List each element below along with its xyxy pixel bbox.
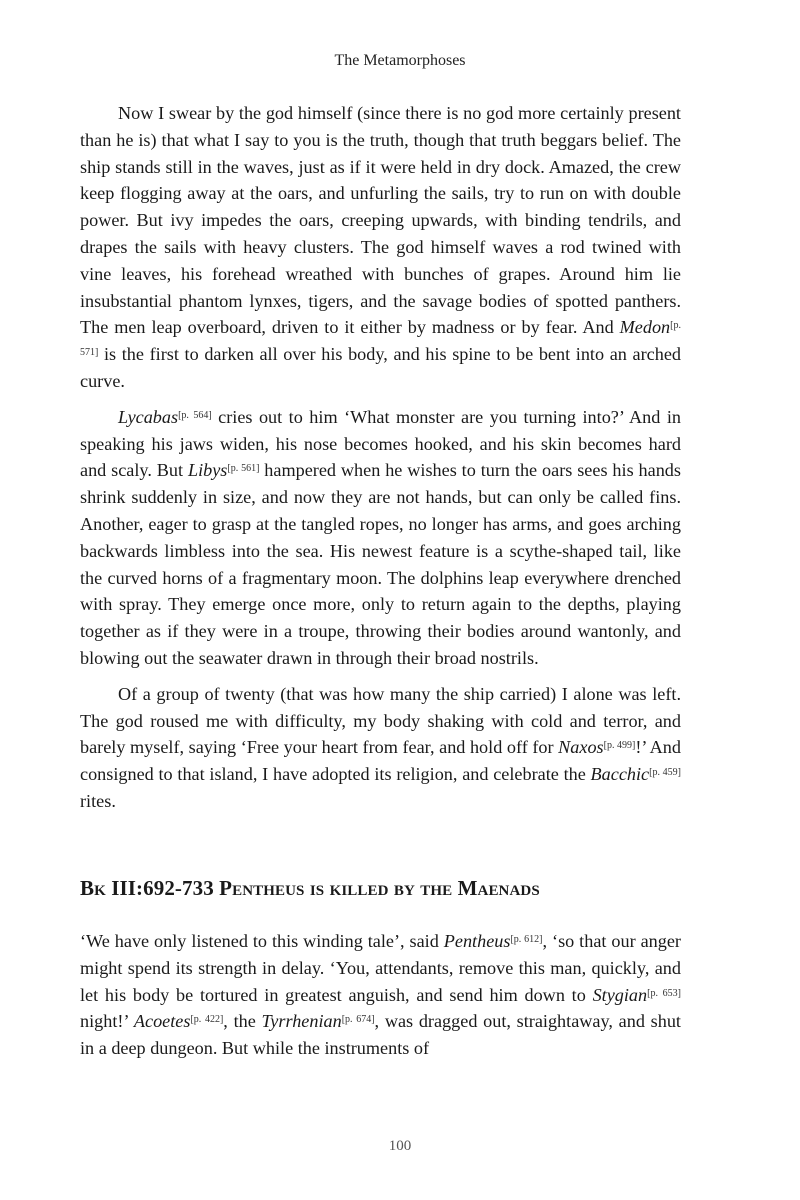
name-medon: Medon	[619, 317, 671, 338]
narrative-text	[80, 100, 681, 815]
page-reference[interactable]: [p. 561]	[227, 463, 260, 475]
paragraph-text: night!’	[80, 1011, 134, 1032]
paragraph-text: !’ And consigned to that island, I have adopted its religion, and celebrate the	[80, 737, 681, 785]
paragraph-text: cries out to him ‘What monster are you turning into?’ And in speaking his jaws widen, his nose becomes hooked, and his skin becomes hard and scaly. But	[80, 406, 681, 481]
name-lycabas: Lycabas	[118, 406, 179, 427]
paragraph-3	[80, 681, 681, 815]
name-tyrrhenian: Tyrrhenian	[261, 1011, 342, 1032]
paragraph-1	[80, 100, 681, 395]
section-text	[80, 928, 681, 1062]
paragraph-text: Of a group of twenty (that was how many the ship carried) I alone was left. The god roused me with difficulty, my body shaking with cold and terror, and barely myself, saying ‘Free your heart from fear, and hold off for	[80, 683, 681, 758]
page-reference[interactable]: [p. 571]	[80, 320, 681, 359]
paragraph-text: , ‘so that our anger might spend its strength in delay. ‘You, attendants, remove this man, quickly, and let his body be tortured in greatest anguish, and send him down to	[80, 931, 681, 1005]
paragraph-text: ‘We have only listened to this winding tale’, said	[80, 931, 444, 951]
running-title: The Metamorphoses	[334, 52, 466, 69]
paragraph-text: Now I swear by the god himself (since there is no god more certainly present than he is) that what I say to you is the truth, though that truth beggars belief. The ship stands still in the waves, just as if it were held in dry dock. Amazed, the crew keep flogging away at the oars, and unfurling the sails, try to run on with double power. But ivy impedes the oars, creeping upwards, with binding tendrils, and drapes the sails with heavy clusters. The god himself waves a rod twined with vine leaves, his forehead wreathed with bunches of grapes. Around him lie insubstantial phantom lynxes, tigers, and the savage bodies of spotted panthers. The men leap overboard, driven to it either by madness or by fear. And	[80, 103, 681, 338]
page-reference[interactable]: [p. 653]	[647, 987, 681, 999]
page-reference[interactable]: [p. 674]	[341, 1014, 375, 1026]
name-naxos: Naxos	[558, 737, 604, 758]
page-number: 100	[388, 1138, 412, 1154]
name-stygian: Stygian	[592, 984, 648, 1005]
paragraph-text: hampered when he wishes to turn the oars sees his hands shrink suddenly in size, and now they are not hands, but can only be called fins. Another, eager to grasp at the tangled ropes, no longer has arms, and goes arching backwards limbless into the sea. His newest feature is a scythe-shaped tail, like the curved horns of a fragmentary moon. The dolphins leap everywhere drenched with spray. They emerge once more, only to return again to the depths, playing together as if they were in a troupe, throwing their bodies around wantonly, and blowing out the seawater drawn in through their broad nostrils.	[80, 460, 681, 668]
name-bacchic: Bacchic	[590, 764, 650, 785]
page-reference[interactable]: [p. 459]	[649, 767, 681, 779]
paragraph-text: is the first to darken all over his body, and his spine to be bent into an arched curve.	[80, 344, 681, 391]
paragraph-text: , was dragged out, straightaway, and shut in a deep dungeon. But while the instruments of	[80, 1011, 681, 1059]
page-reference[interactable]: [p. 564]	[178, 409, 212, 421]
page-reference[interactable]: [p. 499]	[603, 740, 636, 752]
name-libys: Libys	[187, 460, 228, 481]
page-reference[interactable]: [p. 422]	[190, 1014, 224, 1026]
name-acoetes: Acoetes	[133, 1011, 191, 1032]
paragraph-text: rites.	[80, 790, 116, 811]
section-heading: Bk III:692-733 Pentheus is killed by the Maenads	[80, 876, 540, 900]
paragraph-4	[80, 928, 681, 1062]
page-reference[interactable]: [p. 612]	[510, 934, 543, 945]
name-pentheus: Pentheus	[443, 931, 511, 951]
paragraph-2	[80, 404, 681, 672]
paragraph-text: , the	[223, 1011, 262, 1032]
